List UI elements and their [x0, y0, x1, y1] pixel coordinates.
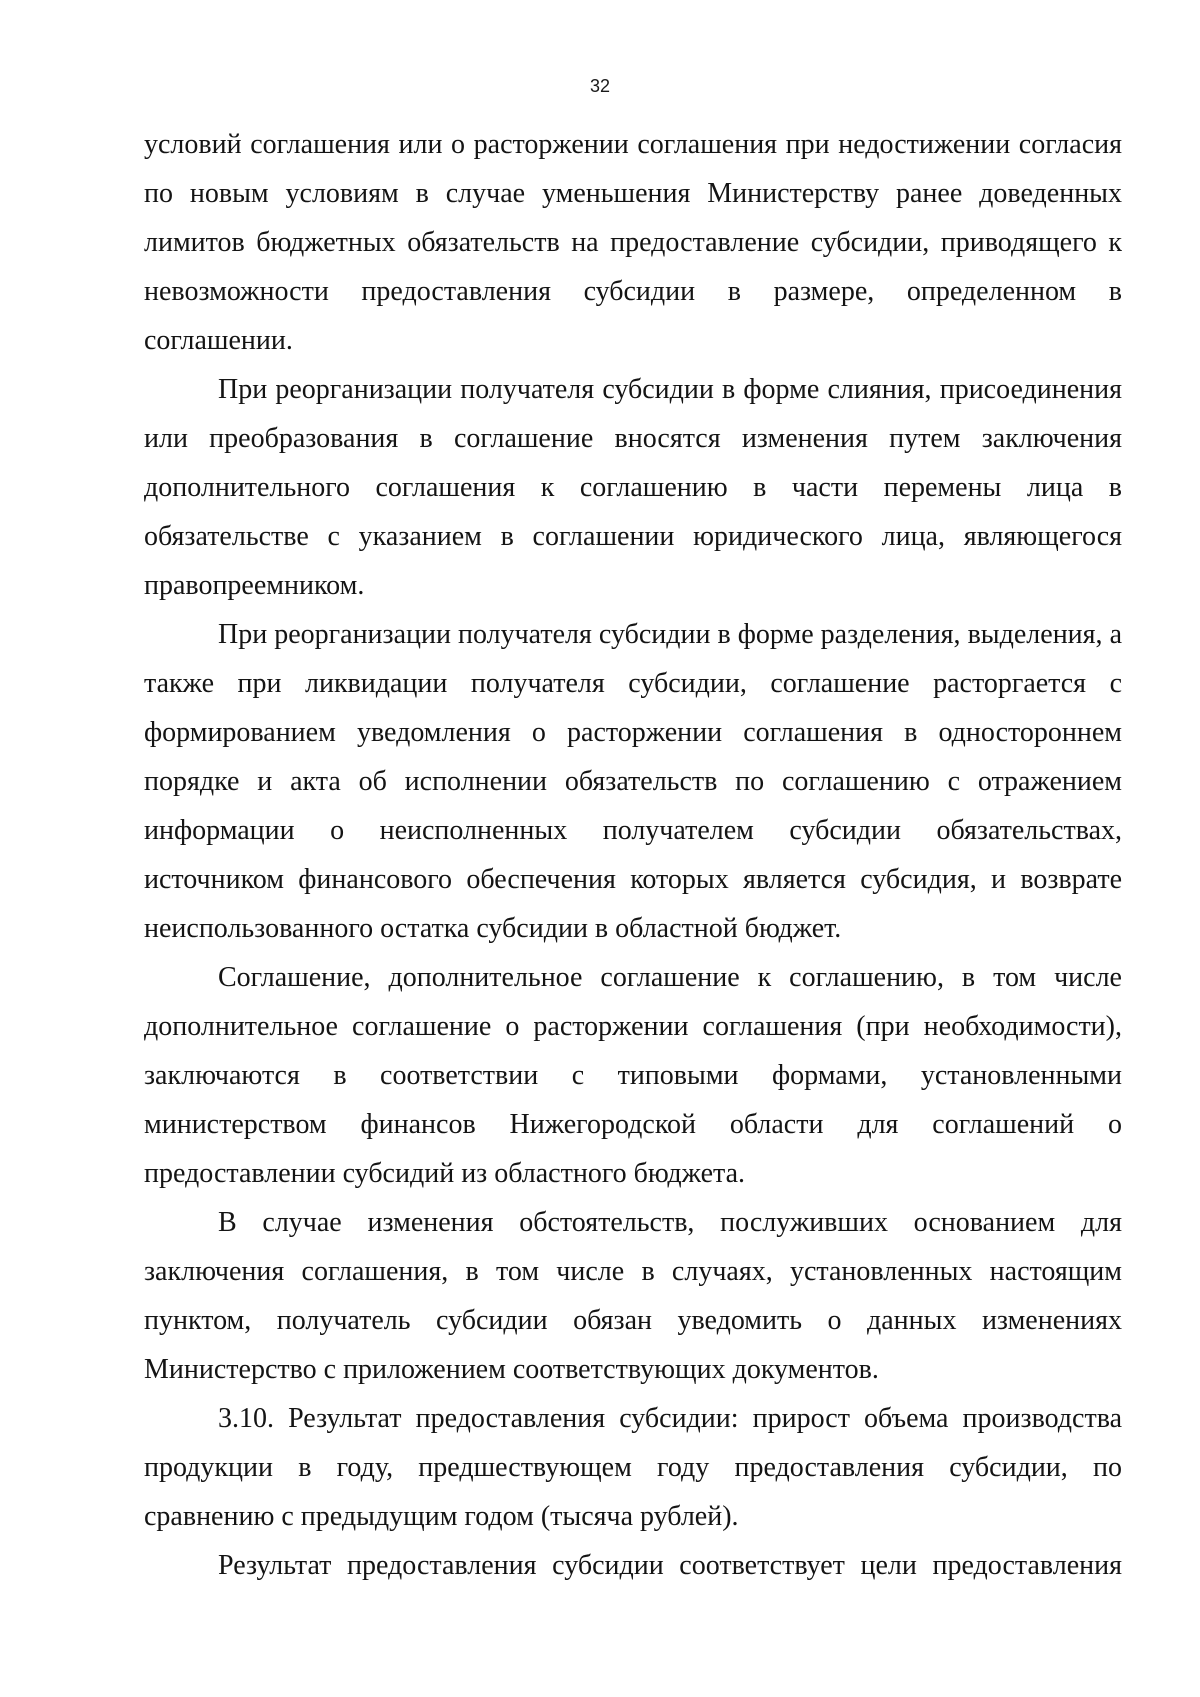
page-number: 32	[589, 76, 611, 96]
paragraph-reorganization-merger: При реорганизации получателя субсидии в форме слияния, присоединения или преобразования в соглашение вносятся изменения путем заключения дополнительного соглашения к соглашению в части перемены лица в обязательстве с указанием в соглашении юридического лица, являющегося правопреемником.	[144, 374, 1122, 601]
paragraph-reorganization-division: При реорганизации получателя субсидии в форме разделения, выделения, а также при ликвидации получателя субсидии, соглашение расторгается с формированием уведомления о расторжении соглашения в одностороннем порядке и акта об исполнении обязательств по соглашению с отражением информации о неисполненных получателем субсидии обязательствах, источником финансового обеспечения которых является субсидия, и возврате неиспользованного остатка субсидии в областной бюджет.	[144, 619, 1122, 944]
paragraph-agreement-forms: Соглашение, дополнительное соглашение к соглашению, в том числе дополнительное соглашение о расторжении соглашения (при необходимости), заключаются в соответствии с типовыми формами, установленными министерством финансов Нижегородской области для соглашений о предоставлении субсидий из областного бюджета.	[144, 962, 1122, 1189]
paragraph-circumstances-change: В случае изменения обстоятельств, послуживших основанием для заключения соглашения, в том числе в случаях, установленных настоящим пунктом, получатель субсидии обязан уведомить о данных изменениях Министерство с приложением соответствующих документов.	[144, 1207, 1122, 1385]
document-body	[144, 120, 1122, 1590]
paragraph-subsidy-result: 3.10. Результат предоставления субсидии: прирост объема производства продукции в году, предшествующем году предоставления субсидии, по сравнению с предыдущим годом (тысяча рублей).	[144, 1403, 1122, 1532]
paragraph-continuation: условий соглашения или о расторжении соглашения при недостижении согласия по новым условиям в случае уменьшения Министерству ранее доведенных лимитов бюджетных обязательств на предоставление субсидии, приводящего к невозможности предоставления субсидии в размере, определенном в соглашении.	[144, 129, 1122, 356]
paragraph-result-correspondence: Результат предоставления субсидии соответствует цели предоставления	[218, 1550, 1122, 1581]
